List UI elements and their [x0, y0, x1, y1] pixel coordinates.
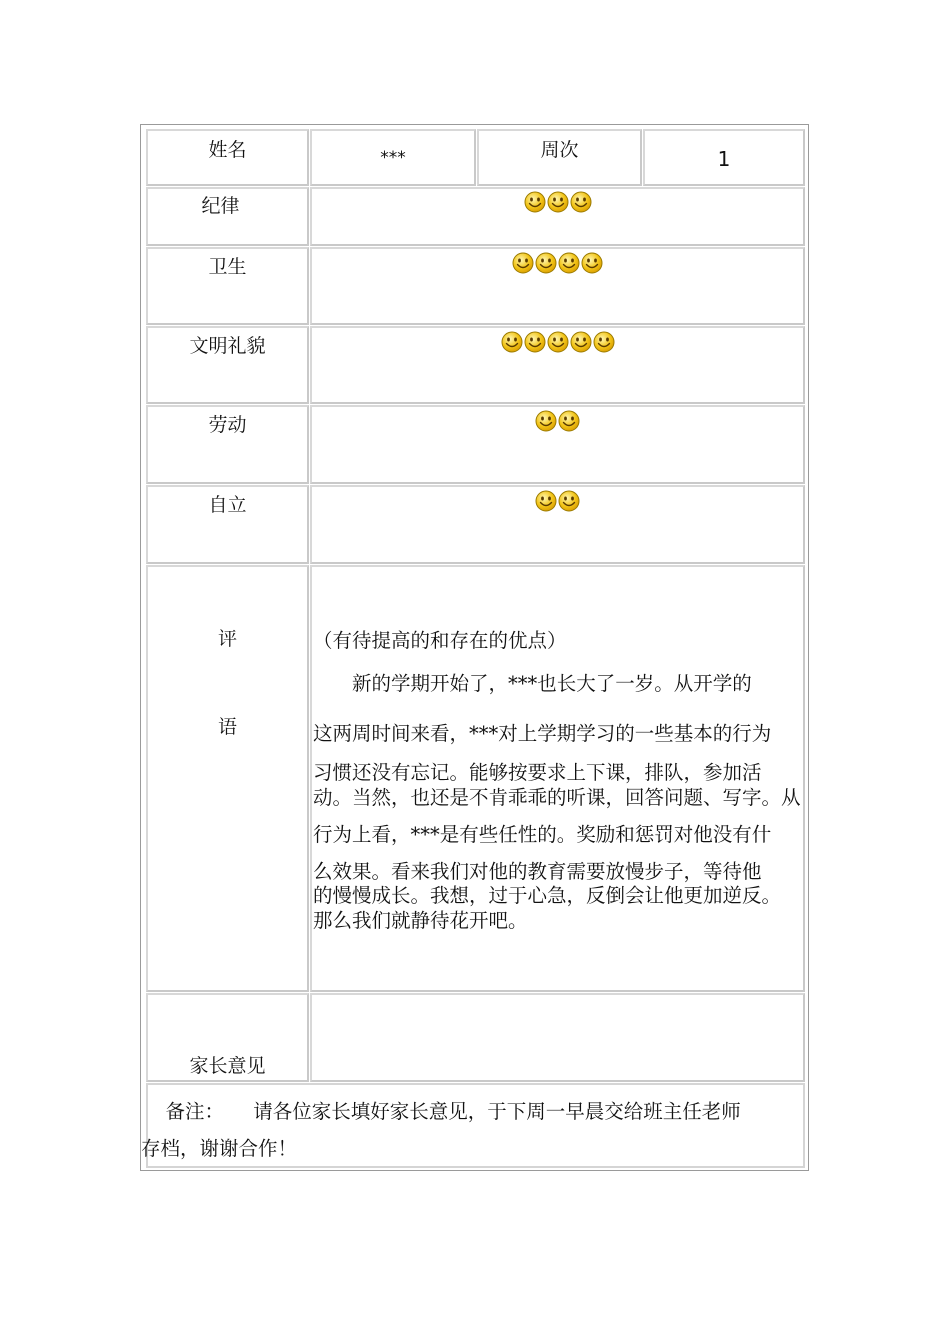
smiley-face-icon: [524, 191, 546, 213]
note-cell: [141, 1083, 805, 1168]
rating-label-independence: 自立: [208, 494, 247, 516]
smiley-row-discipline: [312, 191, 803, 213]
parent-value-cell[interactable]: [310, 993, 805, 1082]
smiley-face-icon: [570, 191, 592, 213]
week-value: 1: [717, 147, 731, 171]
smiley-face-icon: [501, 331, 523, 353]
comment-line-7: 的慢慢成长。我想，过于心急，反倒会让他更加逆反。: [313, 884, 782, 907]
comment-line-5: 行为上看，***是有些任性的。奖励和惩罚对他没有什: [313, 823, 772, 846]
smiley-face-icon: [570, 331, 592, 353]
rating-label-cell-hygiene: [146, 247, 309, 325]
comment-label-line1: 评: [217, 628, 237, 650]
smiley-face-icon: [535, 410, 557, 432]
name-label: 姓名: [208, 139, 247, 161]
rating-label-discipline: 纪律: [201, 195, 240, 217]
smiley-row-labor: [312, 410, 803, 432]
smiley-row-hygiene: [312, 252, 803, 274]
name-label-cell: [146, 129, 309, 186]
smiley-face-icon: [593, 331, 615, 353]
rating-value-cell-discipline: [310, 187, 805, 246]
rating-value-cell-manners: [310, 326, 805, 404]
smiley-face-icon: [558, 410, 580, 432]
name-value: ***: [380, 148, 406, 168]
smiley-row-independence: [312, 490, 803, 512]
smiley-face-icon: [547, 331, 569, 353]
rating-label-hygiene: 卫生: [208, 256, 247, 278]
rating-label-manners: 文明礼貌: [189, 335, 266, 357]
smiley-face-icon: [535, 252, 557, 274]
comment-line-4: 动。当然，也还是不肯乖乖的听课，回答问题、写字。从: [313, 786, 801, 809]
rating-label-cell-discipline: [146, 187, 309, 246]
note-line-2: 存档，谢谢合作！: [141, 1137, 298, 1160]
comment-line-2: 这两周时间来看，***对上学期学习的一些基本的行为: [313, 722, 772, 745]
smiley-face-icon: [547, 191, 569, 213]
smiley-row-manners: [312, 331, 803, 353]
smiley-face-icon: [524, 331, 546, 353]
smiley-face-icon: [535, 490, 557, 512]
comment-line-3: 习惯还没有忘记。能够按要求上下课，排队，参加活: [313, 761, 762, 784]
smiley-face-icon: [581, 252, 603, 274]
parent-label-cell: [146, 993, 309, 1082]
comment-label-cell: [146, 565, 309, 992]
comment-label-line2: 语: [217, 716, 237, 738]
week-value-cell: [643, 129, 805, 186]
rating-label-cell-independence: [146, 485, 309, 564]
comment-line-8: 那么我们就静待花开吧。: [313, 909, 528, 932]
rating-value-cell-labor: [310, 405, 805, 484]
week-label-cell: [477, 129, 642, 186]
comment-line-6: 么效果。看来我们对他的教育需要放慢步子，等待他: [313, 860, 762, 883]
note-line-1: 备注： 请各位家长填好家长意见，于下周一早晨交给班主任老师: [146, 1100, 741, 1123]
rating-value-cell-hygiene: [310, 247, 805, 325]
rating-label-cell-labor: [146, 405, 309, 484]
week-label: 周次: [540, 139, 579, 161]
smiley-face-icon: [512, 252, 534, 274]
smiley-face-icon: [558, 252, 580, 274]
comment-subtitle: （有待提高的和存在的优点）: [313, 629, 567, 652]
rating-label-cell-manners: [146, 326, 309, 404]
report-card-table: [140, 124, 809, 1171]
name-value-cell: [310, 129, 476, 186]
smiley-face-icon: [558, 490, 580, 512]
rating-label-labor: 劳动: [208, 414, 247, 436]
comment-line-1: 新的学期开始了，***也长大了一岁。从开学的: [313, 672, 752, 695]
rating-value-cell-independence: [310, 485, 805, 564]
comment-value-cell: [310, 565, 805, 992]
parent-label: 家长意见: [189, 1055, 266, 1077]
